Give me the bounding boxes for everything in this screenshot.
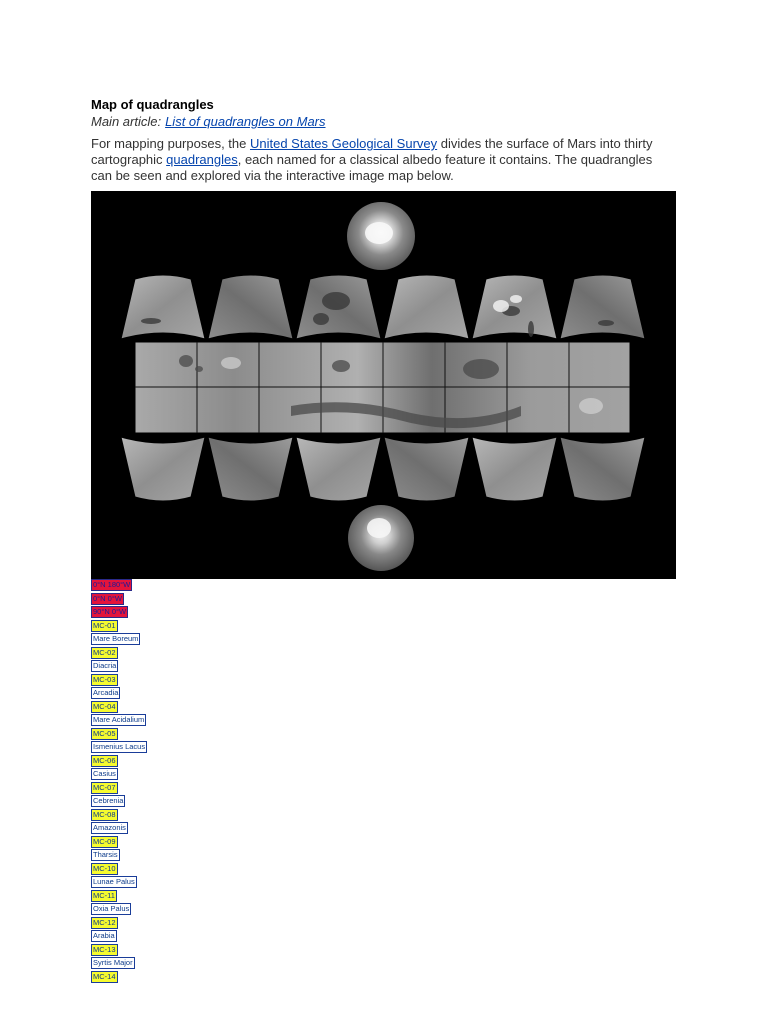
- image-map-tag-list: [91, 579, 251, 984]
- quadrangle-name-tag[interactable]: Cebrenia: [93, 796, 124, 805]
- quadrangle-code-tag[interactable]: MC-13: [93, 944, 116, 954]
- quadrangle-code-tag[interactable]: MC-05: [93, 728, 116, 738]
- quadrangle-code-tag[interactable]: MC-10: [93, 863, 116, 873]
- quadrangle-name-tag[interactable]: Amazonis: [93, 823, 126, 832]
- usgs-link[interactable]: United States Geological Survey: [249, 136, 438, 151]
- quadrangle-code-tag[interactable]: MC-06: [93, 755, 116, 765]
- quadrangle-name-tag[interactable]: Oxia Palus: [93, 904, 130, 913]
- quadrangle-name-tag[interactable]: Tharsis: [93, 850, 118, 859]
- quadrangles-link[interactable]: quadrangles: [166, 152, 238, 167]
- quadrangle-code-tag[interactable]: MC-07: [93, 782, 116, 792]
- quadrangle-code-tag[interactable]: MC-14: [93, 971, 116, 981]
- quadrangle-code-tag[interactable]: MC-03: [93, 674, 116, 684]
- quadrangle-code-tag[interactable]: MC-02: [93, 647, 116, 657]
- quadrangle-name-tag[interactable]: Arabia: [93, 931, 115, 940]
- quadrangle-name-tag[interactable]: Diacria: [93, 661, 117, 670]
- para-text-2: divides the surface of Mars into thirty cartographic: [91, 136, 653, 167]
- mars-map-image: [91, 191, 676, 579]
- quadrangle-name-tag[interactable]: Mare Boreum: [93, 634, 139, 643]
- quadrangle-code-tag[interactable]: MC-11: [93, 890, 115, 900]
- map-coordinate-tag[interactable]: 0°N 180°W: [93, 580, 131, 589]
- section-heading: Map of quadrangles: [91, 97, 214, 112]
- quadrangle-name-tag[interactable]: Mare Acidalium: [93, 715, 145, 724]
- quadrangle-code-tag[interactable]: MC-01: [93, 620, 116, 630]
- para-text-3: , each named for a classical albedo feature it contains. The quadrangles can be seen and explored via the interactive image map below.: [91, 152, 653, 183]
- quadrangle-code-tag[interactable]: MC-09: [93, 836, 116, 846]
- quadrangle-name-tag[interactable]: Lunae Palus: [93, 877, 135, 886]
- quadrangle-code-tag[interactable]: MC-04: [93, 701, 116, 711]
- main-article-link[interactable]: List of quadrangles on Mars: [165, 114, 326, 129]
- quadrangle-code-tag[interactable]: MC-12: [93, 917, 116, 927]
- map-coordinate-tag[interactable]: 0°N 0°W: [93, 593, 122, 603]
- para-text-1: For mapping purposes, the: [91, 136, 250, 151]
- quadrangle-name-tag[interactable]: Syrtis Major: [93, 958, 133, 967]
- mars-quadrangle-map[interactable]: [91, 191, 676, 579]
- quadrangle-name-tag[interactable]: Casius: [93, 769, 116, 778]
- quadrangle-name-tag[interactable]: Ismenius Lacus: [93, 742, 146, 751]
- intro-paragraph: [91, 136, 671, 184]
- map-coordinate-tag[interactable]: 90°N 0°W: [93, 607, 127, 616]
- quadrangle-code-tag[interactable]: MC-08: [93, 809, 116, 819]
- quadrangle-name-tag[interactable]: Arcadia: [93, 688, 119, 697]
- main-article-label: Main article:: [91, 114, 162, 129]
- main-article-note: [91, 114, 326, 129]
